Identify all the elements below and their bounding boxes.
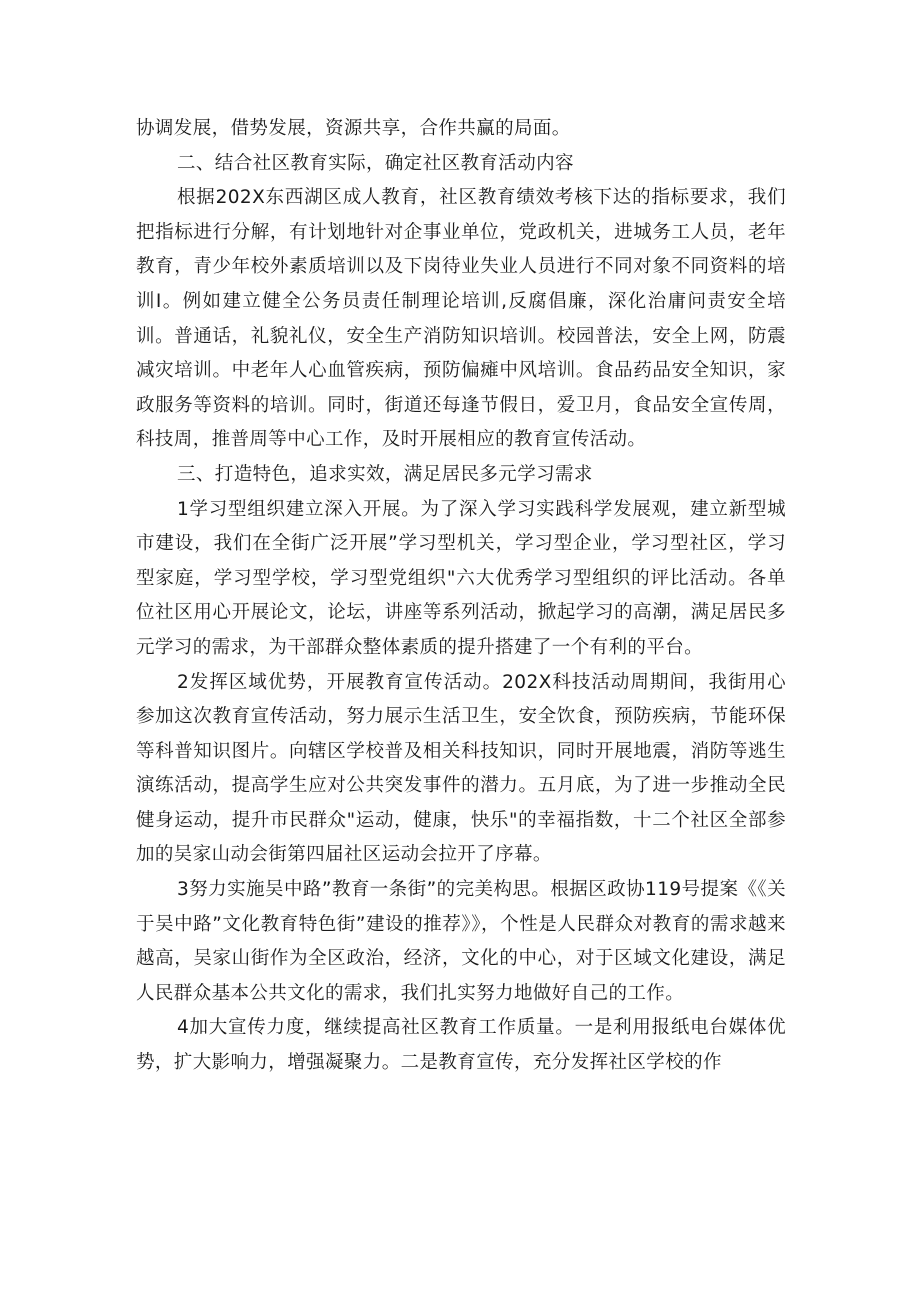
paragraph-item-3: 3努力实施吴中路”教育一条街”的完美构思。根据区政协119号提案《《关于吴中路”文化教育特色街”建设的推荐》》，个性是人民群众对教育的需求越来越高，吴家山街作为全区政治，经济，文化的中心，对于区域文化建设，满足人民群众基本公共文化的需求，我们扎实努力地做好自己的工作。	[136, 879, 786, 1004]
section-heading-3: 三、打造特色，追求实效，满足居民多元学习需求	[177, 463, 593, 485]
paragraph-item-2: 2发挥区域优势，开展教育宣传活动。202X科技活动周期间，我街用心参加这次教育宣传活动，努力展示生活卫生，安全饮食，预防疾病，节能环保等科普知识图片。向辖区学校普及相关科技知识，同时开展地震，消防等逃生演练活动，提高学生应对公共突发事件的潜力。五月底，为了进一步推动全民健身运动，提升市民群众"运动，健康，快乐"的幸福指数，十二个社区全部参加的吴家山动会街第四届社区运动会拉开了序幕。	[136, 671, 786, 866]
paragraph-training-content: 根据202X东西湖区成人教育，社区教育绩效考核下达的指标要求，我们把指标进行分解，有计划地针对企事业单位，党政机关，进城务工人员，老年教育，青少年校外素质培训以及下岗待业失业人员进行不同对象不同资料的培训I。例如建立健全公务员责任制理论培训,反腐倡廉，深化治庸问责安全培训。普通话，礼貌礼仪，安全生产消防知识培训。校园普法，安全上网，防震减灾培训。中老年人心血管疾病，预防偏瘫中风培训。食品药品安全知识，家政服务等资料的培训。同时，街道还每逢节假日，爱卫月，食品安全宣传周，科技周，推普周等中心工作，及时开展相应的教育宣传活动。	[136, 187, 786, 451]
document-body	[136, 112, 786, 1081]
section-heading-2: 二、结合社区教育实际，确定社区教育活动内容	[177, 152, 574, 174]
paragraph-item-1: 1学习型组织建立深入开展。为了深入学习实践科学发展观，建立新型城市建设，我们在全街广泛开展”学习型机关，学习型企业，学习型社区，学习型家庭，学习型学校，学习型党组织"六大优秀学习型组织的评比活动。各单位社区用心开展论文，论坛，讲座等系列活动，掀起学习的高潮，满足居民多元学习的需求，为干部群众整体素质的提升搭建了一个有利的平台。	[136, 498, 786, 658]
paragraph-item-4: 4加大宣传力度，继续提高社区教育工作质量。一是利用报纸电台媒体优势，扩大影响力，增强凝聚力。二是教育宣传，充分发挥社区学校的作	[136, 1017, 786, 1074]
paragraph-continuation: 协调发展，借势发展，资源共享，合作共赢的局面。	[136, 118, 571, 139]
